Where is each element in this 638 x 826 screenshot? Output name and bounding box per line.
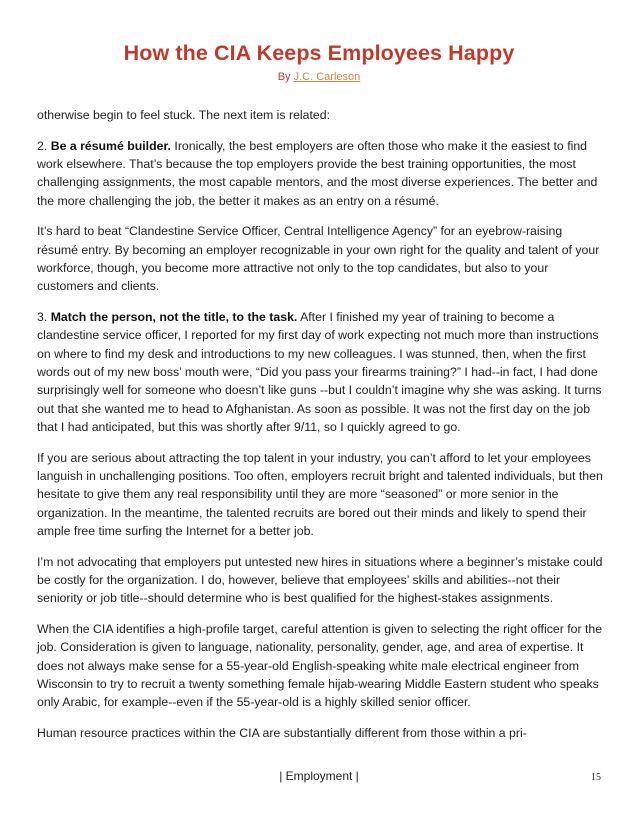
- item-number: 2.: [37, 138, 51, 153]
- byline: [0, 71, 638, 83]
- item-heading: Match the person, not the title, to the task.: [50, 310, 298, 325]
- article-body: [37, 106, 603, 755]
- article-title: How the CIA Keeps Employees Happy: [123, 41, 515, 65]
- item-heading: Be a résumé builder.: [50, 138, 171, 153]
- item-number: 3.: [37, 310, 51, 325]
- paragraph-4: [37, 308, 603, 436]
- byline-prefix: By: [277, 71, 294, 83]
- paragraph-text: Ironically, the best employers are often those who make it the easiest to find work elsewhere. That’s because the top employers provide the best training opportunities, the most challenging assignments, the most capable mentors, and the most diverse experiences. The better and the more challenging the job, the better it makes as an entry on a résumé.: [37, 138, 598, 208]
- page-number: 15: [591, 772, 601, 783]
- paragraph-2: [37, 137, 603, 210]
- paragraph-3: It’s hard to beat “Clandestine Service Officer, Central Intelligence Agency” for an eyebrow-raising résumé entry. By becoming an employer recognizable in your own right for the quality and talent of your workforce, though, you become more attractive not only to the top candidates, but also to your customers and clients.: [37, 224, 600, 294]
- paragraph-1: otherwise begin to feel stuck. The next item is related:: [37, 108, 330, 122]
- author-link[interactable]: J.C. Carleson: [293, 71, 361, 83]
- paragraph-6: I’m not advocating that employers put untested new hires in situations where a beginner’s mistake could be costly for the organization. I do, however, believe that employees’ skills and abilities--not their seniority or job title--should determine who is best qualified for the highest-stakes assignments.: [37, 554, 603, 606]
- paragraph-text: After I finished my year of training to become a clandestine service officer, I reported for my first day of work expecting not much more than instructions on where to find my desk and introductions to my new colleagues. I was stunned, then, when the first words out of my new boss’ mouth were, “Did you pass your firearms training?” I had--in fact, I had done surprisingly well for someone who doesn’t like guns --but I couldn’t imagine why she was asking. It turns out that she wanted me to head to Afghanistan. As soon as possible. It was not the first day on the job that I had anticipated, but this was shortly after 9/11, so I quickly agreed to go.: [37, 310, 602, 434]
- paragraph-8: Human resource practices within the CIA are substantially different from those within a pri-: [37, 726, 527, 741]
- footer-section-label: | Employment |: [279, 769, 359, 783]
- paragraph-7: When the CIA identifies a high-profile target, careful attention is given to selecting the right officer for the job. Consideration is given to language, nationality, personality, gender, age, and area of expertise. It does not always make sense for a 55-year-old English-speaking white male electrical engineer from Wisconsin to try to recruit a twenty something female hijab-wearing Middle Eastern student who speaks only Arabic, for example--even if the 55-year-old is a highly skilled senior officer.: [37, 622, 603, 710]
- paragraph-5: If you are serious about attracting the top talent in your industry, you can’t afford to let your employees languish in unchallenging positions. Too often, employers recruit bright and talented individuals, but then hesitate to give them any real responsibility until they are more “seasoned” or more senior in the organization. In the meantime, the talented recruits are bored out their minds and likely to spend their ample free time surfing the Internet for a better job.: [37, 450, 603, 538]
